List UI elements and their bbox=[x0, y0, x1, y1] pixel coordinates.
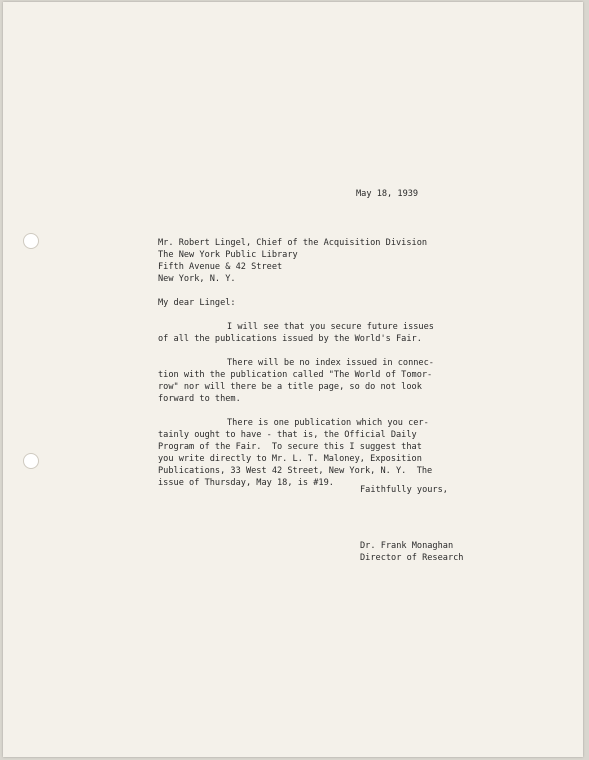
paragraph-line: There is one publication which you cer- bbox=[227, 418, 429, 428]
punch-hole-bottom bbox=[23, 453, 39, 469]
recipient-line: The New York Public Library bbox=[158, 250, 298, 260]
paragraph-line: forward to them. bbox=[158, 394, 241, 404]
paragraph-line: of all the publications issued by the World's Fair. bbox=[158, 334, 422, 344]
signature-title: Director of Research bbox=[360, 553, 464, 563]
recipient-line: Fifth Avenue & 42 Street bbox=[158, 262, 283, 272]
paragraph-line: issue of Thursday, May 18, is #19. bbox=[158, 478, 334, 488]
paragraph-line: tainly ought to have - that is, the Official Daily bbox=[158, 430, 417, 440]
closing: Faithfully yours, bbox=[360, 485, 448, 495]
salutation: My dear Lingel: bbox=[158, 298, 236, 308]
paragraph-line: tion with the publication called "The World of Tomor- bbox=[158, 370, 433, 380]
letter-date: May 18, 1939 bbox=[356, 189, 419, 199]
recipient-line: Mr. Robert Lingel, Chief of the Acquisition Division bbox=[158, 238, 428, 248]
letter-page bbox=[3, 2, 583, 757]
paragraph-line: There will be no index issued in connec- bbox=[227, 358, 434, 368]
paragraph-line: row" nor will there be a title page, so do not look bbox=[158, 382, 422, 392]
paragraph-line: you write directly to Mr. L. T. Maloney, Exposition bbox=[158, 454, 422, 464]
paragraph-line: Publications, 33 West 42 Street, New York, N. Y. The bbox=[158, 466, 433, 476]
paragraph-line: Program of the Fair. To secure this I suggest that bbox=[158, 442, 422, 452]
paragraph-line: I will see that you secure future issues bbox=[227, 322, 434, 332]
punch-hole-top bbox=[23, 233, 39, 249]
signature-name: Dr. Frank Monaghan bbox=[360, 541, 454, 551]
recipient-line: New York, N. Y. bbox=[158, 274, 236, 284]
